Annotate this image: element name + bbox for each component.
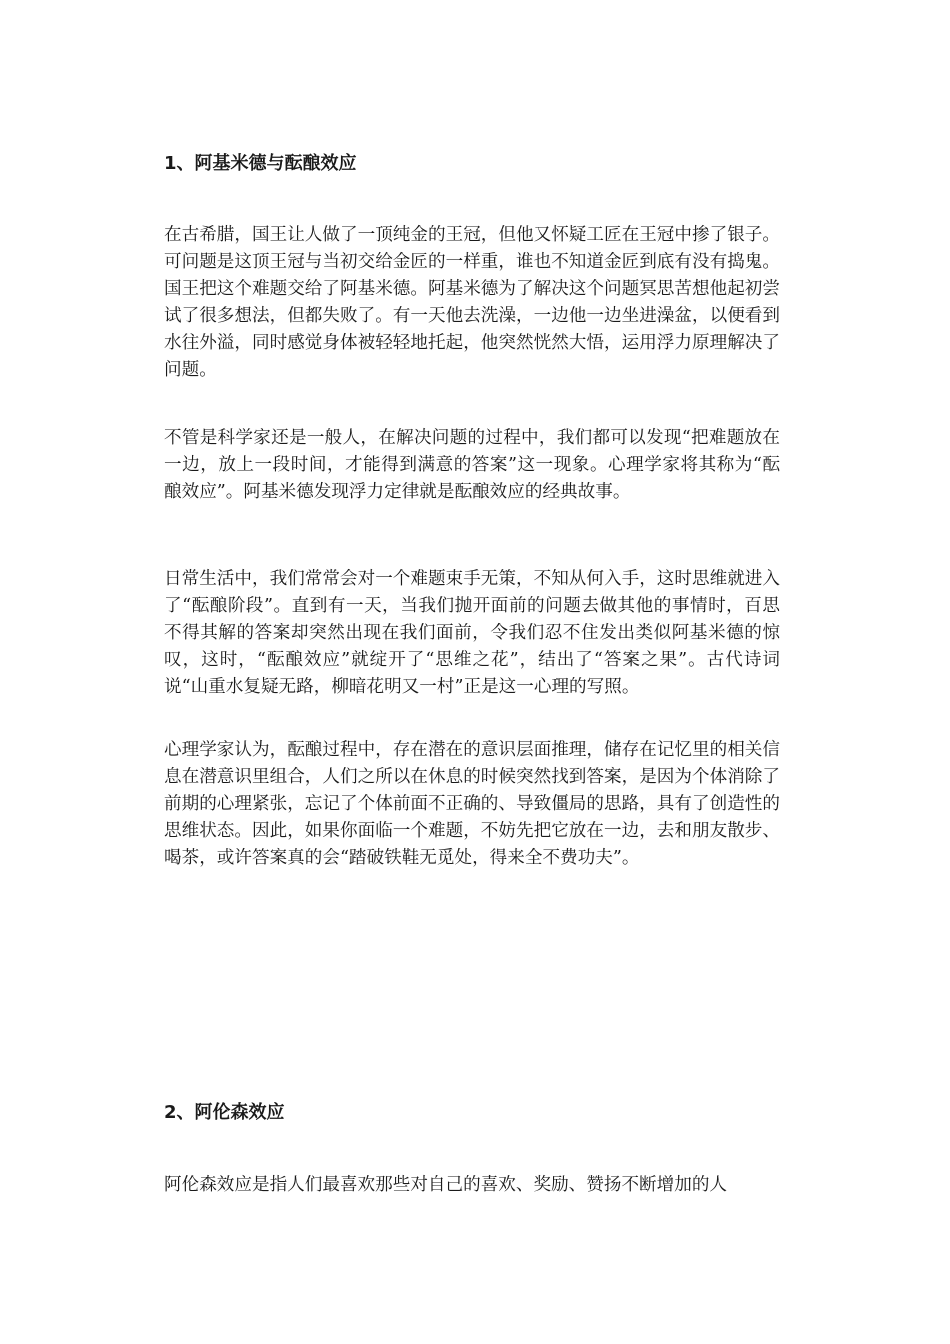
- paragraph: 日常生活中，我们常常会对一个难题束手无策，不知从何入手，这时思维就进入了“酝酿阶段”。直到有一天，当我们抛开面前的问题去做其他的事情时，百思不得其解的答案却突然出现在我们面前，令我们忍不住发出类似阿基米德的惊叹，这时，“酝酿效应”就绽开了“思维之花”，结出了“答案之果”。古代诗词说“山重水复疑无路，柳暗花明又一村”正是这一心理的写照。: [164, 569, 780, 697]
- paragraph: 心理学家认为，酝酿过程中，存在潜在的意识层面推理，储存在记忆里的相关信息在潜意识里组合，人们之所以在休息的时候突然找到答案，是因为个体消除了前期的心理紧张，忘记了个体前面不正确的、导致僵局的思路，具有了创造性的思维状态。因此，如果你面临一个难题，不妨先把它放在一边，去和朋友散步、喝茶，或许答案真的会“踏破铁鞋无觅处，得来全不费功夫”。: [164, 740, 780, 868]
- paragraph: 在古希腊，国王让人做了一顶纯金的王冠，但他又怀疑工匠在王冠中掺了银子。可问题是这顶王冠与当初交给金匠的一样重，谁也不知道金匠到底有没有捣鬼。国王把这个难题交给了阿基米德。阿基米德为了解决这个问题冥思苦想他起初尝试了很多想法，但都失败了。有一天他去洗澡，一边他一边坐进澡盆，以便看到水往外溢，同时感觉身体被轻轻地托起，他突然恍然大悟，运用浮力原理解决了问题。: [164, 225, 780, 380]
- paragraph: 不管是科学家还是一般人，在解决问题的过程中，我们都可以发现“把难题放在一边，放上一段时间，才能得到满意的答案”这一现象。心理学家将其称为“酝酿效应”。阿基米德发现浮力定律就是酝酿效应的经典故事。: [164, 428, 780, 502]
- section-heading: 2、阿伦森效应: [164, 1102, 285, 1123]
- section-heading: 1、阿基米德与酝酿效应: [164, 153, 357, 174]
- paragraph: 阿伦森效应是指人们最喜欢那些对自己的喜欢、奖励、赞扬不断增加的人: [164, 1175, 728, 1195]
